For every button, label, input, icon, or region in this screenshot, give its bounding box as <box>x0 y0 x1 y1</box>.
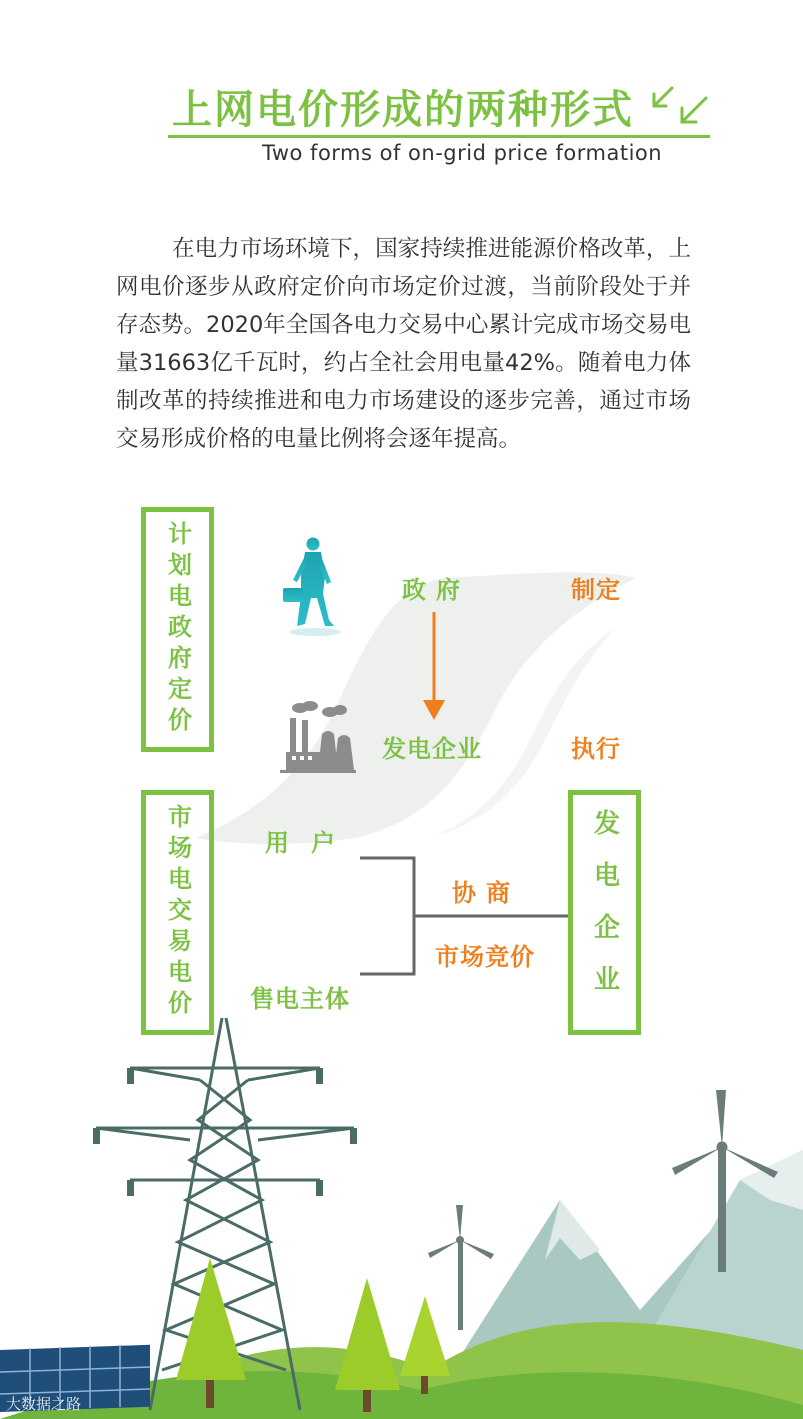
market-price-label: 市场电交易电价 <box>163 804 192 1021</box>
businessman-icon <box>277 536 347 636</box>
user-label: 用户 <box>265 829 357 857</box>
page-title: 上网电价形成的两种形式 <box>172 87 634 133</box>
market-price-box <box>141 790 214 1035</box>
arrow-down-icon <box>423 612 445 722</box>
negotiate-label: 协商 <box>452 879 520 907</box>
electricity-seller-label: 售电主体 <box>250 985 350 1013</box>
power-generator-label: 发电企业 <box>382 735 482 763</box>
page-subtitle: Two forms of on-grid price formation <box>262 141 663 165</box>
wind-turbine-icon <box>428 1205 494 1330</box>
government-label: 政府 <box>402 576 470 604</box>
title-underline <box>168 135 710 138</box>
intro-paragraph: 在电力市场环境下，国家持续推进能源价格改革，上网电价逐步从政府定价向市场定价过渡，当前阶段处于并存态势。2020年全国各电力交易中心累计完成市场交易电量31663亿千瓦时，约占全社会用电量42%。随着电力体制改革的持续推进和电力市场建设的逐步完善，通过市场交易形成价格的电量比例将会逐年提高。 <box>116 236 691 452</box>
watermark-text: 大数据之路 <box>6 1395 82 1413</box>
formulate-label: 制定 <box>571 576 621 604</box>
market-bidding-label: 市场竞价 <box>435 943 535 971</box>
scenery-illustration <box>0 1010 803 1419</box>
power-generator-box <box>568 790 641 1035</box>
diagonal-arrows-icon <box>648 84 712 132</box>
planned-price-box <box>141 507 214 752</box>
factory-icon <box>280 700 356 774</box>
power-generator-box-label: 发电企业 <box>589 808 620 1017</box>
execute-label: 执行 <box>571 735 621 763</box>
planned-price-label: 计划电政府定价 <box>163 521 192 738</box>
